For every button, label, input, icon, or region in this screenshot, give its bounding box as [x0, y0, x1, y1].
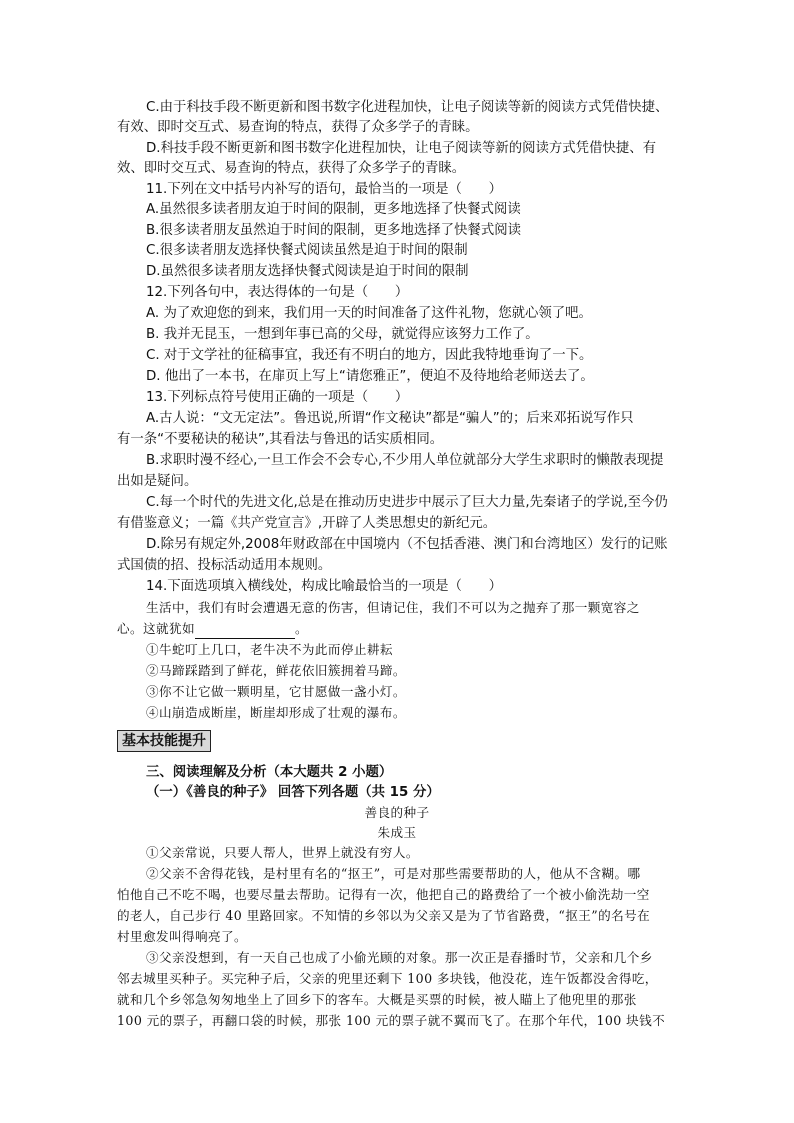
q14-passage-line-2 — [117, 619, 308, 639]
article-author: 朱成玉 — [377, 825, 417, 840]
q14-option-1: ①牛蛇叮上几口，老牛决不为此而停止耕耘 — [146, 642, 393, 657]
q13-option-c-line-2: 有借鉴意义；一篇《共产党宣言》,开辟了人类思想史的新纪元。 — [117, 516, 497, 531]
article-paragraph-2-line-3: 的老人，自己步行 40 里路回家。不知情的乡邻以为父亲又是为了节省路费，“抠王”的名号在 — [117, 908, 651, 923]
article-paragraph-2-line-1: ②父亲不舍得花钱，是村里有名的“抠王”，可是对那些需要帮助的人，他从不含糊。哪 — [146, 866, 641, 881]
q12-option-a: A. 为了欢迎您的到来，我们用一天的时间准备了这件礼物，您就心领了吧。 — [146, 306, 592, 321]
q11-option-c: C.很多读者朋友选择快餐式阅读虽然是迫于时间的限制 — [146, 243, 468, 258]
q12-option-c: C. 对于文学社的征稿事宜，我还有不明白的地方，因此我特地垂询了一下。 — [146, 348, 593, 363]
q11-option-d: D.虽然很多读者朋友选择快餐式阅读是迫于时间的限制 — [146, 264, 469, 279]
section-subheading: （一）《善良的种子》 回答下列各题（共 15 分） — [146, 785, 440, 800]
q11-stem: 11.下列在文中括号内补写的语句，最恰当的一项是（ ） — [146, 182, 503, 197]
q13-option-b-line-2: 出如是疑问。 — [117, 474, 198, 489]
q11-option-b: B.很多读者朋友虽然迫于时间的限制，更多地选择了快餐式阅读 — [146, 223, 521, 238]
option-c-line-2: 有效、即时交互式、易查询的特点，获得了众多学子的青睐。 — [117, 120, 479, 135]
article-paragraph-3-line-4: 100 元的票子，再翻口袋的时候，那张 100 元的票子就不翼而飞了。在那个年代，100 块钱不 — [117, 1013, 666, 1028]
article-paragraph-3-line-1: ③父亲没想到，有一天自己也成了小偷光顾的对象。那一次正是春播时节，父亲和几个乡 — [146, 950, 653, 965]
q14-stem: 14.下面选项填入横线处，构成比喻最恰当的一项是（ ） — [146, 579, 503, 594]
option-d-line-1: D.科技手段不断更新和图书数字化进程加快，让电子阅读等新的阅读方式凭借快捷、有 — [146, 141, 657, 156]
section-banner: 基本技能提升 — [117, 730, 211, 752]
article-paragraph-3-line-3: 就和几个乡邻急匆匆地坐上了回乡下的客车。大概是买票的时候，被人瞄上了他兜里的那张 — [117, 992, 637, 1007]
q14-passage-line-1: 生活中，我们有时会遭遇无意的伤害，但请记住，我们不可以为之抛弃了那一颗宽容之 — [146, 600, 640, 615]
q11-option-a: A.虽然很多读者朋友迫于时间的限制，更多地选择了快餐式阅读 — [146, 202, 521, 217]
q14-option-3: ③你不让它做一颗明星，它甘愿做一盏小灯。 — [146, 684, 406, 699]
q13-option-d-line-2: 式国债的招、投标活动适用本规则。 — [117, 558, 332, 573]
option-d-line-2: 效、即时交互式、易查询的特点，获得了众多学子的青睐。 — [117, 161, 466, 176]
q14-answer-blank — [195, 624, 295, 639]
q14-passage-period: 。 — [294, 621, 308, 636]
q13-option-d-line-1: D.除另有规定外,2008年财政部在中国境内（不包括香港、澳门和台湾地区）发行的记账 — [146, 537, 668, 552]
article-title: 善良的种子 — [364, 805, 430, 820]
q12-option-b: B. 我并无昆玉，一想到年事已高的父母，就觉得应该努力工作了。 — [146, 327, 539, 342]
q13-option-a-line-1: A.古人说：“文无定法”。鲁迅说,所谓“作文秘诀”都是“骗人”的；后来邓拓说写作只 — [146, 411, 634, 426]
article-paragraph-2-line-2: 怕他自己不吃不喝，也要尽量去帮助。记得有一次，他把自己的路费给了一个被小偷洗劫一空 — [117, 887, 650, 902]
q14-option-2: ②马蹄踩踏到了鲜花，鲜花依旧簇拥着马蹄。 — [146, 663, 406, 678]
article-paragraph-2-line-4: 村里愈发叫得响亮了。 — [117, 929, 247, 944]
option-c-line-1: C.由于科技手段不断更新和图书数字化进程加快，让电子阅读等新的阅读方式凭借快捷、 — [146, 100, 669, 115]
q12-stem: 12.下列各句中，表达得体的一句是（ ） — [146, 285, 409, 300]
q12-option-d: D. 他出了一本书，在扉页上写上“请您雅正”，便迫不及待地给老师送去了。 — [146, 369, 594, 384]
section-heading: 三、阅读理解及分析（本大题共 2 小题） — [146, 765, 393, 780]
q13-option-b-line-1: B.求职时漫不经心,一旦工作会不会专心,不少用人单位就部分大学生求职时的懒散表现提 — [146, 453, 664, 468]
q13-option-a-line-2: 有一条“不要秘诀的秘诀”,其看法与鲁迅的话实质相同。 — [117, 432, 444, 447]
q14-passage-text: 心。这就犹如 — [117, 621, 195, 636]
q13-option-c-line-1: C.每一个时代的先进文化,总是在推动历史进步中展示了巨大力量,先秦诸子的学说,至今仍 — [146, 495, 668, 510]
article-paragraph-1: ①父亲常说，只要人帮人，世界上就没有穷人。 — [146, 845, 419, 860]
q14-option-4: ④山崩造成断崖，断崖却形成了壮观的瀑布。 — [146, 705, 406, 720]
q13-stem: 13.下列标点符号使用正确的一项是（ ） — [146, 390, 409, 405]
article-paragraph-3-line-2: 邻去城里买种子。买完种子后，父亲的兜里还剩下 100 多块钱，他没花，连午饭都没舍得吃， — [117, 971, 658, 986]
